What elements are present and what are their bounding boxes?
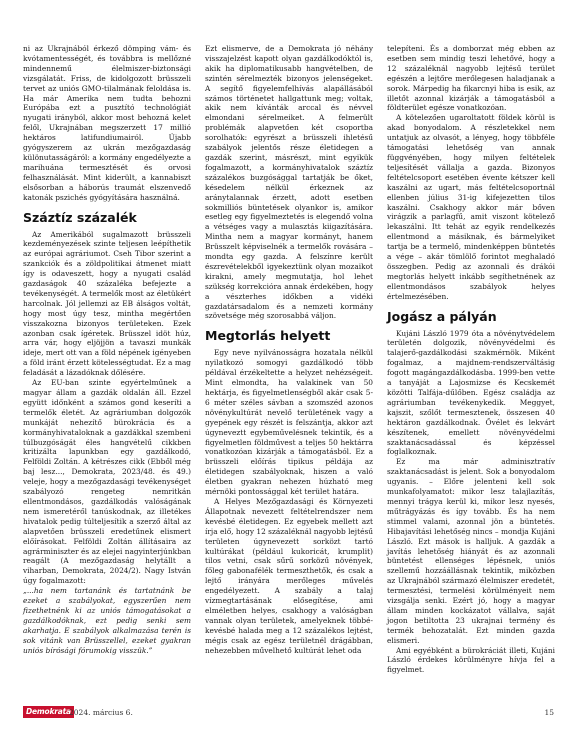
paragraph: telepíteni. És a domborzat még ebben az esetben sem mindig teszi lehetővé, hogy a 12 százaléknál nagyobb lejtésű terület egészén a lejtőre merőlegesen haladjanak a sorok. Márpedig ha fikarcnyi hiba is esik, az illetőt azonnal kizárják a támogatásból a földterület egésze vonatkozóan. bbox=[387, 44, 555, 113]
paragraph: Egy neve nyilvánosságra hozatala nélkül nyilatkozó somogyi gazdálkodó több példával érzékeltette a helyzet nehézségeit. Mint elmondta, ha valakinek van 50 hektárja, és figyelmetlenségből akár csak 5-6 méter széles sávban a szomszéd azonos növénykultúrát nevelő területének vagy a gyepének egy részét is felszántja, akkor azt úgyneveztt egybeművelésnek tekintik, és a figyelmetlen földművest a teljes 50 hektárra vonatkozóan kizárják a támogatásból. Ez a brüsszeli előírás tipikus példája az életidegen szabályoknak, hiszen a való életben gyakran nehezen húzható meg mérnöki pontossággal két terület határa. bbox=[205, 348, 373, 497]
issue-date: 2024. március 6. bbox=[69, 708, 133, 717]
text-column-2 bbox=[205, 44, 373, 655]
page-number: 15 bbox=[544, 708, 554, 717]
quote-paragraph: „...ha nem tartanánk és tartatnánk be ezeket a szabályokat, egyszerűen nem fizethetnénk ki az uniós támogatásokat a gazdálkodóknak, ezt pedig senki sem akarhatja. E szabályok alkalmazása terén is sok vitánk van Brüsszellel, ezeket gyakran uniós bírósági fórumokig visszük.” bbox=[23, 586, 191, 655]
paragraph: Ez ma már adminisztratív szaktanácsadást is jelent. Sok a bonyodalom ugyanis. – Előre jelenteni kell sok munkafolyamatot: mikor lesz talajlazítás, mennyi trágya kerül ki, mikor lesz nyesés, műtrágyázás és így tovább. És ha nem stimmel valami, azonnal jön a büntetés. Hibajavítási lehetőség nincs – mondja Kujáni László. Ezt mások is halljuk. A gazdák a javítás lehetőség hiányát és az azonnali büntetést ellenséges lépésnek, uniós szellemű hozzáállásnak tekintik, miközben az Ukrajnából származó élelmiszer eredetét, termesztési, termelési körülményeit nem vizsgálja senki. Ezért jó, hogy a magyar állam minden kockázatot vállalva, saját jogon betiltotta 23 ukrajnai termény és termék behozatalát. Ezt minden gazda elismeri. bbox=[387, 457, 555, 645]
paragraph: Kujáni László 1979 óta a növénytvédelem területén dolgozik, növényvédelmi és talajerő-gazdálkodási szakmérnök. Miként fogalmaz, a majdnem-rendszerváltásig fogott magángazdálkodásba. 1999-ben vette a tanyáját a Lajosmizse és Kecskemét közötti Talfája-dűlőben. Egész családja az agráriumban tevékenykedik. Meggyet, kajszit, szőlőt termesztenek, összesen 40 hektáron gazdálkodnak. Ővélet és lekvárt készítenek, emellett növényvédelmi szaktanácsadással és képzéssel foglalkoznak. bbox=[387, 328, 555, 457]
paragraph: ni az Ukrajnából érkező dömping vám- és kvótamentességét, és továbbra is mellőzné mindennemű élelmiszer-biztonsági vizsgálatát. Friss, de kidolgozott brüsszeli tervet az uniós GMO-tilalmának feloldása is. Ha már Amerika nem tudta behozni Európába ezt a pusztító technológiát nyugati irányból, akkor most behozná kelet felől, Ukrajnában megszerzett 17 millió hektáros latifundiumairól. Újabb gyógyszerem az ukrán mezőgazdaság különutasságáról: a kormány engedélyezte a marihuána termesztését és orvosi felhasználását. Mint kiderült, a kannabiszt elsősorban a háborús traumát elszenvedő katonák pszichés gyógyítására használná. bbox=[23, 44, 191, 202]
text-column-1 bbox=[23, 44, 191, 655]
section-heading: Megtorlás helyett bbox=[205, 328, 331, 344]
paragraph: A kötelezően ugaroltatott földek körül is akad bonyodalom. A részletekkel nem untatjuk az olvasót, a lényeg, hogy többféle támogatási lehetőség van annak függvényében, hogy milyen feltételek teljesítését vállalja a gazda. Bizonyos feltételcsoport esetében évente kétszer kell kaszálni az ugart, más feltételcsoportnál ellenben július 31-ig kifejezetten tilos kaszálni. Csakhogy akkor már bőven virágzik a parlagfű, amit viszont kötelező lekaszálni. Itt tehát az egyik rendelkezés ellentmond a másiknak, és bármelyiket tartja be a termelő, mindenképpen büntetés a vége – akár tömlölő forintot meghaladó összegben. Pedig az azonnali és drákói megtorlás helyett inkább segíthetnének az ellentmondásos szabályok helyes értelmezésében. bbox=[387, 113, 555, 301]
article-page bbox=[23, 44, 555, 696]
magazine-logo: Demokrata bbox=[23, 706, 74, 718]
paragraph: Az EU-ban szinte egyértelműnek a magyar állam a gazdák oldalán áll. Ezzel együtt időnként a számos gond keseríti a termelők életét. Az agráriumban dolgozók munkáját nehezítő bürokrácia és a kormányhivataloknak a gazdákkal szembeni túlbuzgóságát éles hangvételű cikkben kritizálta lapunkban egy gazdálkodó, Felföldi Zoltán. A kétrészes cikk (Ebből még baj lesz..., Demokrata, 2023/48. és 49.) veleje, hogy a mezőgazdasági tevékenységet szabályozó rengeteg nemritkán ellentmondásos, gazdálkodás valóságának nem ismeretéről tanúskodnak, az illetékes hivatalok pedig túlteljesítik a szerző által az alapvetően brüsszeli eredetűnek elismert előírásokat. Felföldi Zoltán állításaira az agrárminiszter és az elejei nagyinterjúnkban reagált (A mezőgazdaság helytállt a viharban, Demokrata, 2024/2). Nagy István úgy fogalmazott: bbox=[23, 378, 191, 586]
section-heading: Jogász a pályán bbox=[387, 308, 497, 324]
paragraph: Ezt elismerve, de a Demokrata jó néhány visszajelzést kapott olyan gazdálkodóktól is, akik ha diplomatikusabb hangvételben, de szintén sérelmezték bizonyos jelenségeket. A segítő figyelemfelhívás alapállásából számos történetet hallgattunk meg; voltak, akik nem kívánták arccal és névvel elmondani sérelmeiket. A felmerült problémák alapvetően két csoportba sorolhatók: egyrészt a brüsszeli ihletésű szabályok jelentős része életidegen a gazdák szerint, másrészt, mint egyikük fogalmazott, a kormányhivatalok száztíz százalékos buzgósággal tartatják be őket, késedelem nélkül érkeznek az aránytalannak érzett, adott esetben sokmilliós büntetések olyankor is, amikor esetleg egy figyelmeztetés is elegendő volna a vétséges vagy a mulasztás kiigazítására. Mintha nem a magyar kormányt, hanem Brüsszelt képviselnék a termelők rovására – mondta egy gazda. A felszínre került észrevételekből igyekeztünk olyan mozaikot kirakni, amely megmutatja, hol lehet szükség korrekcióra annak érdekében, hogy a vészterhes időkben a vidéki gazdatársadalom és a nemzeti kormány szövetsége még szorosabbá váljon. bbox=[205, 44, 373, 321]
paragraph: Ami egyébként a bürokráciát illeti, Kujáni László érdekes körülményre hívja fel a figyelmet. bbox=[387, 645, 555, 675]
section-heading: Száztíz százalék bbox=[23, 209, 137, 225]
text-column-3 bbox=[387, 44, 555, 675]
page-footer bbox=[23, 706, 554, 720]
paragraph: A Helyes Mezőgazdasági és Környezeti Állapotnak nevezett feltételrendszer nem kevésbé életidegen. Ez egyebek mellett azt írja elő, hogy 12 százaléknál nagyobb lejtésű területen úgynevezett sorközt tartó kultúrákat (például kukoricát, krumplit) tilos vetni, csak sűrű sorközű növények, főleg gabonafélék termeszthetők, és csak a lejtő irányára merőleges művelés engedélyezett. A szabály a talaj vízmegtartásának elősegítése, ami elméletben helyes, csakhogy a valóságban vannak olyan területek, amelyeknek többé-kevésbé halada meg a 12 százalékos lejtést, mégis csak az egész területnél drágábban, nehezebben művelhető kultúrát lehet oda bbox=[205, 496, 373, 655]
paragraph: Az Amerikából sugalmazott brüsszeli kezdeményezések szinte teljesen leépíthetik az európai agráriumot. Cseh Tibor szerint a szankciók és a zöldpolitikai átmenet miatt így is odaveszett, hogy a nyugati család gazdaságok 40 százaléka befejezte a tevékenységét. A termelők most az életükért harcolnak. Jól jellemzi az EB álságos voltát, hogy most úgy tesz, mintha megértően visszakozna bizonyos területeken. Ezek azonban csak ígéretek. Brüsszel idöt húz, arra vár, hogy eljöjjön a tavaszi munkák ideje, mert ott van a föld népének igényeben a föld iránt érzett kötelességtudat. Ez a mag feladását a lázadóknak dőlésére. bbox=[23, 229, 191, 378]
